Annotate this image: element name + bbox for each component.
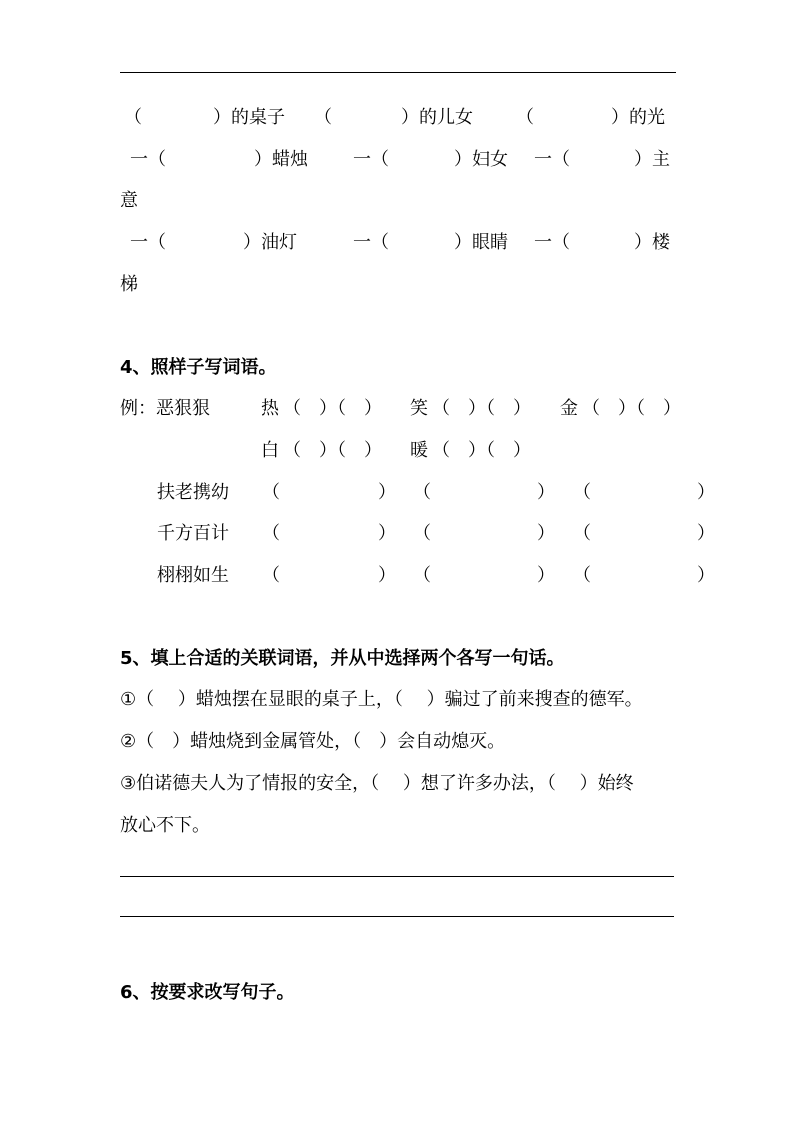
s4-item-blanks: （ ）（ ）: [432, 398, 531, 419]
section4-example: 例：恶狠狠: [120, 398, 210, 419]
r1-c-close: ）的光: [611, 107, 665, 128]
idiom-close: ）: [537, 482, 555, 503]
idiom-open: （: [262, 523, 280, 544]
r1-b-close: ）的儿女: [401, 107, 473, 128]
idiom-word: 千方百计: [157, 523, 229, 544]
s4-item-char: 白: [261, 440, 279, 461]
idiom-close: ）: [537, 523, 555, 544]
r2-c-open: 一（: [534, 149, 570, 170]
answer-line-2[interactable]: [120, 916, 674, 917]
section5-sentence-2: ②（ ）蜡烛烧到金属管处，（ ）会自动熄灭。: [120, 731, 506, 752]
idiom-word: 栩栩如生: [157, 565, 229, 586]
idiom-close: ）: [697, 565, 715, 586]
r2-b-close: ）妇女: [454, 149, 508, 170]
s4-item-char: 笑: [410, 398, 428, 419]
s4-item-char: 暖: [410, 440, 428, 461]
section6-title: 6、按要求改写句子。: [120, 982, 295, 1003]
idiom-close: ）: [537, 565, 555, 586]
r1-c-open: （: [516, 107, 534, 128]
idiom-open: （: [573, 523, 591, 544]
s4-item-blanks: （ ）（ ）: [582, 398, 681, 419]
answer-line-1[interactable]: [120, 876, 674, 877]
idiom-close: ）: [378, 523, 396, 544]
s4-item-blanks: （ ）（ ）: [432, 440, 531, 461]
idiom-word: 扶老携幼: [157, 482, 229, 503]
section5-title: 5、填上合适的关联词语，并从中选择两个各写一句话。: [120, 648, 565, 669]
s4-item-char: 热: [261, 398, 279, 419]
r3-c-open: 一（: [534, 232, 570, 253]
r1-b-open: （: [314, 107, 332, 128]
top-rule: [120, 72, 676, 73]
idiom-open: （: [573, 482, 591, 503]
idiom-close: ）: [378, 565, 396, 586]
r3-b-close: ）眼睛: [454, 232, 508, 253]
r3-a-open: 一（: [130, 232, 166, 253]
r2-wrap: 意: [120, 190, 138, 211]
s4-item-blanks: （ ）（ ）: [283, 398, 382, 419]
r1-a-close: ）的桌子: [213, 107, 285, 128]
idiom-open: （: [262, 482, 280, 503]
r2-b-open: 一（: [353, 149, 389, 170]
r2-c-close: ）主: [634, 149, 670, 170]
section5-sentence-3b: 放心不下。: [120, 815, 210, 836]
s4-item-blanks: （ ）（ ）: [283, 440, 382, 461]
r3-wrap: 梯: [120, 274, 138, 295]
idiom-open: （: [262, 565, 280, 586]
section4-title: 4、照样子写词语。: [120, 357, 277, 378]
idiom-close: ）: [697, 523, 715, 544]
idiom-open: （: [413, 482, 431, 503]
idiom-open: （: [413, 565, 431, 586]
s4-item-char: 金: [560, 398, 578, 419]
r3-c-close: ）楼: [634, 232, 670, 253]
section5-sentence-3a: ③伯诺德夫人为了情报的安全，（ ）想了许多办法，（ ）始终: [120, 773, 634, 794]
r2-a-open: 一（: [130, 149, 166, 170]
r3-b-open: 一（: [353, 232, 389, 253]
r1-a-open: （: [124, 107, 142, 128]
r3-a-close: ）油灯: [243, 232, 297, 253]
idiom-open: （: [413, 523, 431, 544]
r2-a-close: ）蜡烛: [254, 149, 308, 170]
idiom-close: ）: [697, 482, 715, 503]
idiom-close: ）: [378, 482, 396, 503]
idiom-open: （: [573, 565, 591, 586]
section5-sentence-1: ①（ ）蜡烛摆在显眼的桌子上，（ ）骗过了前来搜查的德军。: [120, 689, 643, 710]
